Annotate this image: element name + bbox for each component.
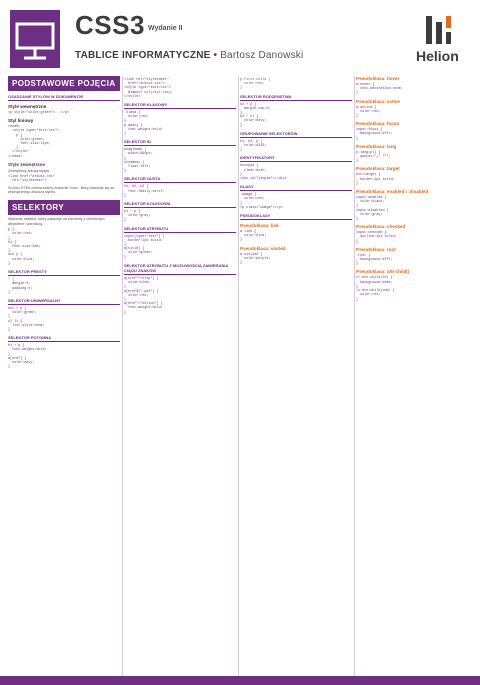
code-block: input:checked { outline:1px solid; } [356,231,397,244]
topic-title: Styl liniowy [8,118,34,124]
subheading: SELEKTOR UNIWERSALNY [8,298,120,305]
code-block: p:first-child { color:red; } [240,78,271,91]
pseudoclass-title: Pseudoklasa: target [356,166,400,172]
publisher-logo [408,14,468,68]
pseudoclass-title: Pseudoklasa: lang [356,143,397,149]
column-4 [356,76,472,676]
code-block: * { margin:0; padding:0; } [8,278,33,295]
subheading: SELEKTOR GUSTA [124,176,236,183]
pseudoclass-title: Pseudoklasa: visited [240,245,286,251]
paragraph: Wybierać selektor, który wskazuje na elementy z określonym atrybutem i wartością. [8,217,105,226]
content-grid [8,76,472,676]
paragraph: Zewnętrzny arkusz stylów [8,168,50,173]
code-block: <p style="color:green">...</p> [8,111,70,115]
subheading: IDENTYFIKATORY [240,155,352,162]
column-3 [240,76,352,676]
code-block: a:visited { color:purple; } [240,252,271,266]
topic-title: Style zewnętrzne [8,161,46,167]
paragraph: W pliku HTML umieszczamy znacznik <link>, który odwołuje się do zewnętrznego arkusza stylów. [8,185,115,195]
subheading: SELEKTOR RODZEŃSTWA [240,94,352,101]
code-block: a[href^="http"] { color:blue; } a[href$=".pdf"] { color:red; } a[href*="helion"] { font-weight:bold; } [124,276,163,315]
code-block: #naglowek { width:960px; } div#menu { float:left; } [124,148,153,174]
pseudoclass-title: Pseudoklasa: nth-child() [356,269,410,275]
subheading: SELEKTOR ID [124,139,236,146]
subheading: SELEKTOR KLASOWY [124,102,236,109]
section-header-selectors: SELEKTORY [8,200,120,215]
helion-mark-icon [422,14,454,46]
code-block: p { color:red; } h1 { font-size:2em; } div p { color:blue; } [8,228,41,266]
code-block: input:enabled { color:black; } input:disabled { color:gray; } [356,196,389,222]
subheading: OSADZANIE STYLÓW W DOKUMENCIE [8,94,120,101]
subheading: SELEKTOR ATRYBUTU Z MOŻLIWOŚCIĄ ZAWIERANIA CIĄGU ZNAKÓW [124,263,236,275]
subheading: GRUPOWANIE SELEKTORÓW [240,131,352,138]
code-block: input[type="text"] { border:1px solid; } a[title] { color:green; } [124,234,165,260]
author-name: Bartosz Danowski [220,50,304,61]
code-block: <link href="arkusz.css" rel="stylesheet"> [8,175,55,184]
column-divider [122,76,123,676]
code-block: :root { background:#fff; } [356,253,393,267]
subheading: SELEKTOR POTOMNA [8,335,120,342]
column-divider [238,76,239,676]
code-block: a:active { color:red; } [356,105,381,119]
code-block: p:lang(pl) { quotes:"„" "”"; } [356,150,391,164]
pseudoclass-title: Pseudoklasa: root [356,246,396,252]
code-block: div:target { border:1px solid; } [356,173,395,186]
pseudoclass-title: Pseudoklasa: focus [356,121,400,127]
section-header-basic: PODSTAWOWE POJĘCIA [8,76,120,91]
footer-strip [0,676,480,685]
code-block: <head> <style type="text/css"> p { color:green; font-size:11px; } </style> </head> [8,125,59,159]
monitor-logo-icon [10,10,60,68]
code-block: #stopka { clear:both; } <div id="stopka"></div> [240,164,287,182]
code-block: input:focus { background:#ffc; } [356,128,393,141]
subheading: SELEKTOR ATRYBUTU [124,226,236,233]
code-block: .uwaga { color:red; } <p class="uwaga"></p> [240,193,283,210]
code-block: h1 ~ p { color:gray; } [124,210,151,223]
series-name: TABLICE INFORMATYCZNE [75,50,211,61]
pseudoclass-title: Pseudoklasa: active [356,98,400,104]
subheading: SELEKTOR PRESTY [8,269,120,276]
pseudoclass-title: Pseudoklasa: link [240,223,279,229]
column-1 [8,76,120,676]
code-block: div > p { color:green; } ul li { list-style:none; } [8,306,45,332]
header [0,0,480,74]
code-block: h1, h2, h3 { font-family:serif; } [124,185,165,198]
code-block: h1 + p { font-weight:bold; } a[href] { color:navy; } [8,344,47,370]
subtitle [75,50,303,61]
column-2 [124,76,236,676]
topic-title: Style wewnętrzne [8,104,47,109]
separator: • [213,50,218,61]
code-block: h2 + p { margin-top:0; } h2 ~ ul { color:navy; } [240,102,271,128]
code-block: a:link { color:blue; } [240,230,267,243]
edition-label: Wydanie II [148,25,183,32]
pseudoclass-title: Pseudoklasa: checked [356,224,406,230]
pseudoclass-title: Pseudoklasa: enabled i :disabled [356,189,429,195]
code-block: a:hover { text-decoration:none; } [356,83,403,96]
publisher-name: Helion [416,48,459,64]
column-divider [354,76,355,676]
pseudoclass-title: Pseudoklasa: hover [356,76,400,81]
code-block: tr:nth-child(2n) { background:#eee; } li:nth-child(odd) { color:red; } [356,276,395,302]
code-block: .klasa { color:red; } p.wazny { font-weight:bold; } [124,111,163,137]
subheading: PSEUDOKLASY [240,213,352,220]
subheading: SELEKTOR KOLEGOWA [124,201,236,208]
code-block: h1, h2, p { color:#333; } [240,139,267,153]
subheading: KLASY [240,184,352,191]
page-title: CSS3 [75,10,145,40]
code-block: <link rel="stylesheet" href="arkusz.css"> <style type="text/css"> @import url(styl.css); </style> [124,78,173,99]
